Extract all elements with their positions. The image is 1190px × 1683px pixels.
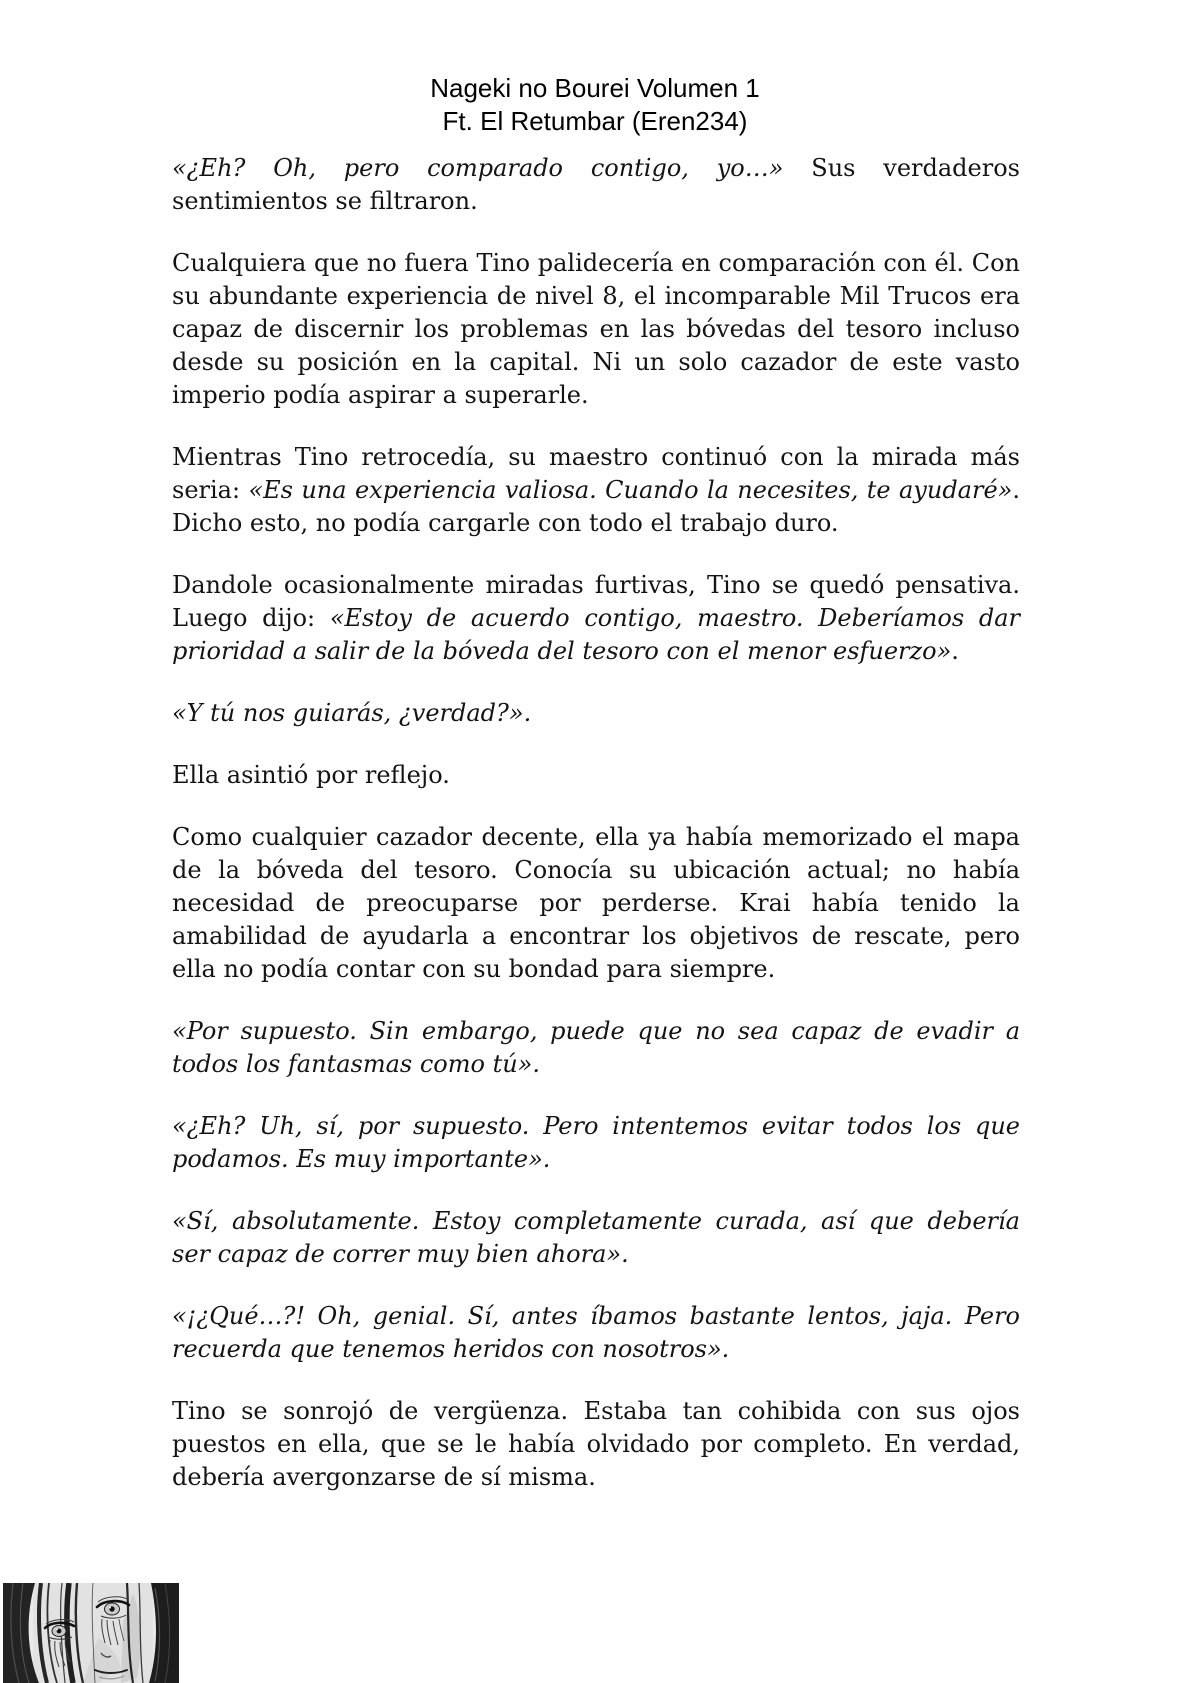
paragraph <box>172 821 1020 986</box>
dialogue-text: «¿Eh? Uh, sí, por supuesto. Pero intentemos evitar todos los que podamos. Es muy importante». <box>172 1112 1020 1173</box>
paragraph <box>172 569 1020 668</box>
dialogue-text: «Por supuesto. Sin embargo, puede que no sea capaz de evadir a todos los fantasmas como tú». <box>172 1017 1020 1078</box>
dialogue-text: «¿Eh? Oh, pero comparado contigo, yo…» <box>172 154 812 182</box>
page-header <box>0 0 1190 138</box>
dialogue-text: «Sí, absolutamente. Estoy completamente curada, así que debería ser capaz de correr muy bien ahora». <box>172 1207 1020 1268</box>
paragraph <box>172 441 1020 540</box>
narration-text: . <box>951 637 959 665</box>
paragraph <box>172 1015 1020 1081</box>
paragraph <box>172 759 1020 792</box>
narration-text: Mientras Tino retrocedía, su maestro continuó con la mirada más seria: <box>172 443 1020 504</box>
paragraph <box>172 1110 1020 1176</box>
paragraph <box>172 247 1020 412</box>
narration-text: Tino se sonrojó de vergüenza. Estaba tan cohibida con sus ojos puestos en ella, que se le había olvidado por completo. En verdad, debería avergonzarse de sí misma. <box>172 1397 1020 1491</box>
paragraph <box>172 1300 1020 1366</box>
narration-text: Dandole ocasionalmente miradas furtivas, Tino se quedó pensativa. Luego dijo: <box>172 571 1020 632</box>
paragraph <box>172 697 1020 730</box>
narration-text: Sus verdaderos sentimientos se filtraron. <box>172 154 1020 215</box>
paragraph <box>172 1205 1020 1271</box>
narration-text: . Dicho esto, no podía cargarle con todo el trabajo duro. <box>172 476 1020 537</box>
dialogue-text: «Es una experiencia valiosa. Cuando la necesites, te ayudaré» <box>248 476 1013 504</box>
dialogue-text: «Y tú nos guiarás, ¿verdad?». <box>172 699 532 727</box>
dialogue-text: «¡¿Qué…?! Oh, genial. Sí, antes íbamos bastante lentos, jaja. Pero recuerda que tenemos heridos con nosotros». <box>172 1302 1020 1363</box>
manga-face-closeup-image <box>3 1583 179 1683</box>
narration-text: Como cualquier cazador decente, ella ya había memorizado el mapa de la bóveda del tesoro. Conocía su ubicación actual; no había necesidad de preocuparse por perderse. Krai había tenido la amabilidad de ayudarla a encontrar los objetivos de rescate, pero ella no podía contar con su bondad para siempre. <box>172 823 1020 983</box>
narration-text: Ella asintió por reflejo. <box>172 761 450 789</box>
header-subtitle: Ft. El Retumbar (Eren234) <box>442 106 748 136</box>
body-text <box>172 152 1020 1494</box>
dialogue-text: «Estoy de acuerdo contigo, maestro. Deberíamos dar prioridad a salir de la bóveda del tesoro con el menor esfuerzo» <box>172 604 1020 665</box>
header-title: Nageki no Bourei Volumen 1 <box>430 73 760 103</box>
paragraph <box>172 152 1020 218</box>
paragraph <box>172 1395 1020 1494</box>
narration-text: Cualquiera que no fuera Tino palidecería en comparación con él. Con su abundante experiencia de nivel 8, el incomparable Mil Trucos era capaz de discernir los problemas en las bóvedas del tesoro incluso desde su posición en la capital. Ni un solo cazador de este vasto imperio podía aspirar a superarle. <box>172 249 1020 409</box>
